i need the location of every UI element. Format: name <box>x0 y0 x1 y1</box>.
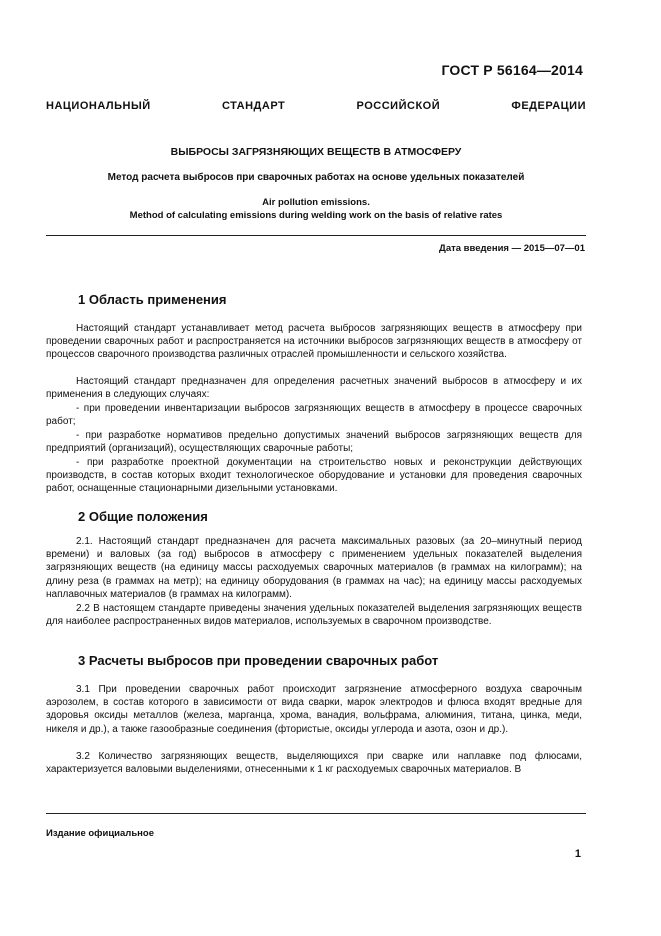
footer-divider <box>46 813 586 814</box>
page-number: 1 <box>574 848 581 860</box>
section-heading-general: 2 Общие положения <box>78 509 208 524</box>
standard-code: ГОСТ Р 56164—2014 <box>441 62 583 78</box>
paragraph <box>46 683 582 736</box>
paragraph <box>46 535 582 601</box>
paragraph <box>46 375 582 401</box>
english-title-line-2: Method of calculating emissions during welding work on the basis of relative rates <box>129 210 503 221</box>
paragraph <box>46 402 582 428</box>
paragraph <box>46 602 582 628</box>
national-standard-banner: НАЦИОНАЛЬНЫЙ СТАНДАРТ РОССИЙСКОЙ ФЕДЕРАЦИИ <box>46 100 586 112</box>
paragraph-text: - при проведении инвентаризации выбросов загрязняющих веществ в атмосферу в процессе сварочных работ; <box>46 403 582 428</box>
section-heading-calculations: 3 Расчеты выбросов при проведении сварочных работ <box>78 653 439 668</box>
effective-date: Дата введения — 2015—07—01 <box>439 243 585 254</box>
paragraph-text: 2.2 В настоящем стандарте приведены значения удельных показателей выделения загрязняющих веществ для наиболее распространенных видов материалов, используемых в сварочном производстве. <box>46 603 582 628</box>
paragraph-text: Настоящий стандарт устанавливает метод расчета выбросов загрязняющих веществ в атмосферу при проведении сварочных работ и распространяется на источники выбросов загрязняющих веществ в атмосферу от процессов сварочного производства различных отраслей промышленности и сельского хозяйства. <box>46 323 582 361</box>
paragraph <box>46 322 582 362</box>
paragraph-text: 3.2 Количество загрязняющих веществ, выделяющихся при сварке или наплавке под флюсами, характеризуется валовыми выделениями, отнесенными к 1 кг расходуемых сварочных материалов. В <box>46 751 582 776</box>
paragraph <box>46 456 582 496</box>
header-divider <box>46 235 586 236</box>
paragraph <box>46 750 582 776</box>
document-title: ВЫБРОСЫ ЗАГРЯЗНЯЮЩИХ ВЕЩЕСТВ В АТМОСФЕРУ <box>170 146 462 158</box>
paragraph-text: - при разработке нормативов предельно допустимых значений выбросов загрязняющих веществ для предприятий (организаций), осуществляющих сварочные работы; <box>46 430 582 455</box>
section-heading-scope: 1 Область применения <box>78 292 227 307</box>
document-subtitle: Метод расчета выбросов при сварочных работах на основе удельных показателей <box>107 172 525 183</box>
paragraph-text: 3.1 При проведении сварочных работ происходит загрязнение атмосферного воздуха сварочным аэрозолем, в состав которого в зависимости от вида сварки, марок электродов и флюса входят вредные для здоровья оксиды металлов (железа, марганца, хрома, ванадия, вольфрама, алюминия, титана, цинка, меди, никеля и др.), а также газообразные соединения (фтористые, оксиды углерода и азота, озон и др.). <box>46 684 582 735</box>
paragraph <box>46 429 582 455</box>
english-title-line-1: Air pollution emissions. <box>262 197 370 208</box>
paragraph-text: Настоящий стандарт предназначен для определения расчетных значений выбросов в атмосферу и их применения в следующих случаях: <box>46 376 582 401</box>
paragraph-text: 2.1. Настоящий стандарт предназначен для расчета максимальных разовых (за 20–минутный период времени) и валовых (за год) выбросов в атмосферу с применением удельных показателей выделения загрязняющих веществ (на единицу массы расходуемых сварочных материалов (в граммах на килограмм); на длину реза (в граммах на метр); на единицу оборудования (в граммах на час); на единицу массы расходуемых наплавочных материалов (в граммах на килограмм). <box>46 536 582 600</box>
paragraph-text: - при разработке проектной документации на строительство новых и реконструкции действующих производств, в состав которых входит технологическое оборудование и установки для проведения сварочных работ, оснащенные стационарными дизельными установками. <box>46 457 582 495</box>
official-edition-label: Издание официальное <box>46 828 154 839</box>
